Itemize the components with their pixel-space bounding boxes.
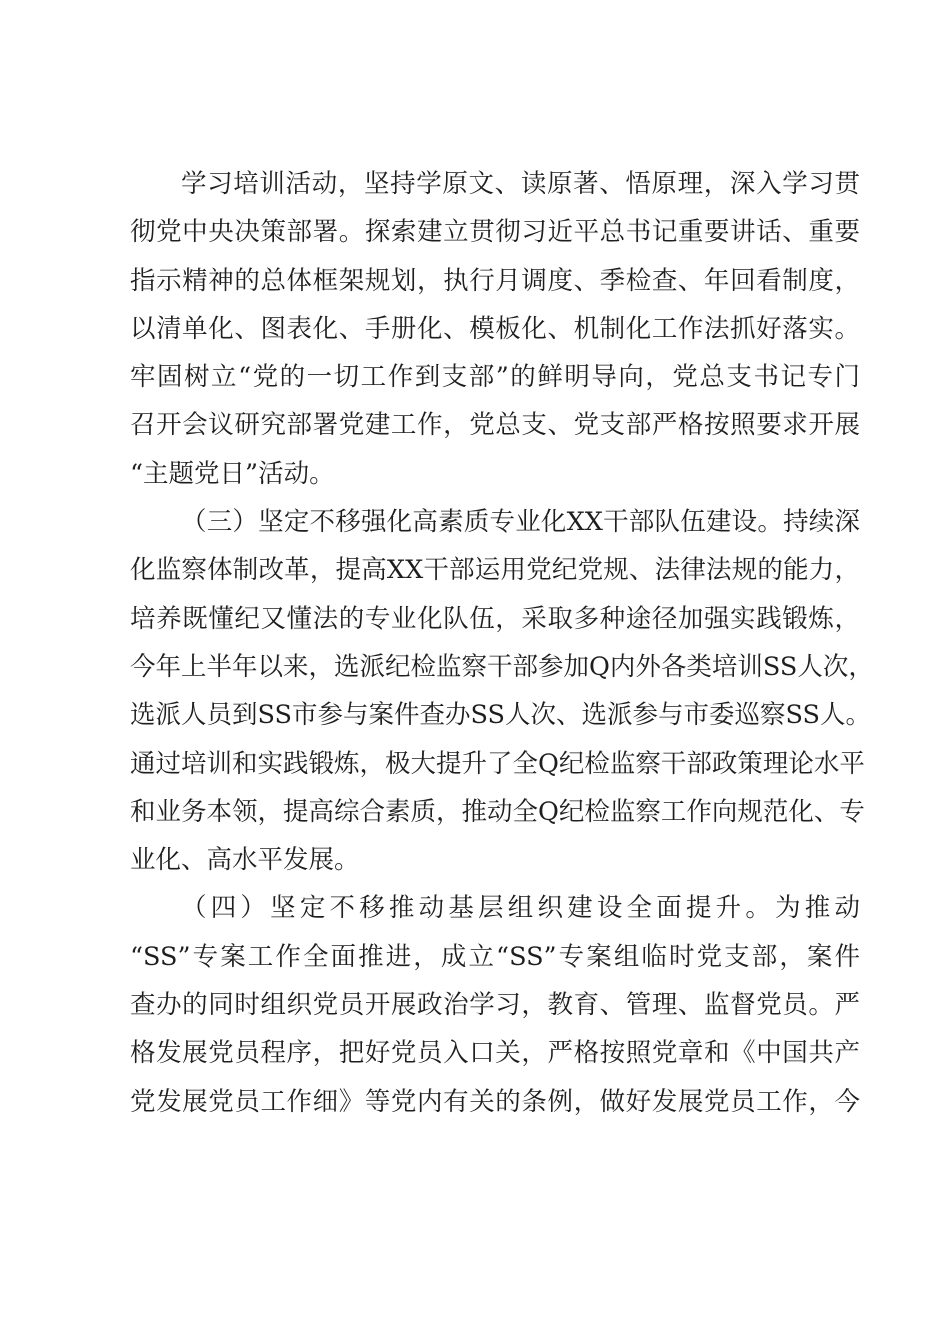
paragraph-line: 格发展党员程序，把好党员入口关，严格按照党章和《中国共产 [130,1038,860,1069]
paragraph-line: “SS”专案工作全面推进，成立“SS”专案组临时党支部，案件 [130,941,860,972]
document-body [130,160,874,1126]
paragraph-line: 彻党中央决策部署。探索建立贯彻习近平总书记重要讲话、重要 [130,217,860,248]
paragraph-line: （四）坚定不移推动基层组织建设全面提升。为推动 [181,893,860,924]
paragraph-line: 培养既懂纪又懂法的专业化队伍，采取多种途径加强实践锻炼， [130,603,860,634]
paragraph-line: 通过培训和实践锻炼，极大提升了全Q纪检监察干部政策理论水平 [130,748,865,779]
paragraph-line: 牢固树立“党的一切工作到支部”的鲜明导向，党总支书记专门 [130,362,860,393]
paragraph-line: 化监察体制改革，提高XX干部运用党纪党规、法律法规的能力， [130,555,860,586]
paragraph-line: 召开会议研究部署党建工作，党总支、党支部严格按照要求开展 [130,410,860,441]
paragraph-line: 业化、高水平发展。 [130,845,360,876]
paragraph-line: 指示精神的总体框架规划，执行月调度、季检查、年回看制度， [130,265,860,296]
paragraph-line: 以清单化、图表化、手册化、模板化、机制化工作法抓好落实。 [130,313,860,344]
paragraph-line: （三）坚定不移强化高素质专业化XX干部队伍建设。持续深 [181,507,860,538]
paragraph-3 [130,884,860,1125]
paragraph-2 [130,498,874,884]
paragraph-line: 选派人员到SS市参与案件查办SS人次、选派参与市委巡察SS人。 [130,700,871,731]
paragraph-line: “主题党日”活动。 [130,458,335,489]
paragraph-1 [130,160,860,498]
paragraph-line: 今年上半年以来，选派纪检监察干部参加Q内外各类培训SS人次， [130,651,874,682]
paragraph-line: 查办的同时组织党员开展政治学习，教育、管理、监督党员。严 [130,990,860,1021]
paragraph-line: 和业务本领，提高综合素质，推动全Q纪检监察工作向规范化、专 [130,796,865,827]
paragraph-line: 党发展党员工作细》等党内有关的条例，做好发展党员工作，今 [130,1086,860,1117]
paragraph-line: 学习培训活动，坚持学原文、读原著、悟原理，深入学习贯 [181,169,860,199]
